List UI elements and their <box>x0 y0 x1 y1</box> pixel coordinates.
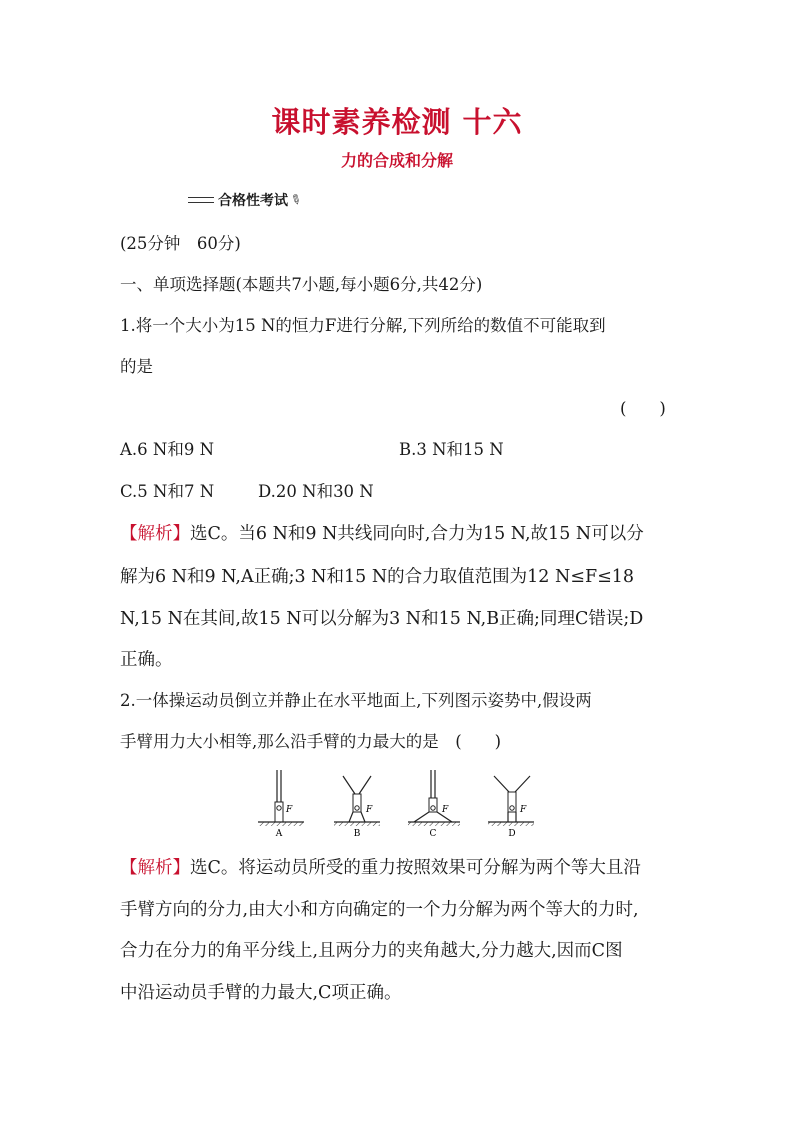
q1-answer-blank: ( ) <box>620 399 666 418</box>
figure-label-b: B <box>353 829 361 839</box>
q2-stem-line2: 手臂用力大小相等,那么沿手臂的力最大的是 ( ) <box>120 732 502 751</box>
q1-option-b: B.3 N和15 N <box>399 440 504 459</box>
section-heading <box>188 190 304 210</box>
force-label-c: F <box>442 805 449 815</box>
q1-analysis-line3: N,15 N在其间,故15 N可以分解为3 N和15 N,B正确;同理C错误;D <box>120 609 644 629</box>
q2-analysis-line4: 中沿运动员手臂的力最大,C项正确。 <box>120 983 402 1003</box>
force-label-d: F <box>520 805 527 815</box>
q2-analysis-line1: 【解析】选C。将运动员所受的重力按照效果可分解为两个等大且沿 <box>120 858 641 878</box>
analysis-tag: 【解析】 <box>120 858 190 878</box>
section-label: 合格性考试 <box>218 193 288 209</box>
q1-stem-line2: 的是 <box>120 357 153 376</box>
q1-option-a: A.6 N和9 N <box>120 440 215 459</box>
force-label-a: F <box>286 805 293 815</box>
q1-option-d: D.20 N和30 N <box>258 482 374 501</box>
double-line-decoration <box>188 197 214 203</box>
q2-analysis-line3: 合力在分力的角平分线上,且两分力的夹角越大,分力越大,因而C图 <box>120 941 623 961</box>
q1-option-c: C.5 N和7 N <box>120 482 215 501</box>
figure-c <box>408 770 460 839</box>
figure-b <box>334 776 380 839</box>
force-label-b: F <box>366 805 373 815</box>
figure-a <box>258 770 304 839</box>
figure-label-c: C <box>429 829 437 839</box>
posture-figure <box>250 762 550 842</box>
q2-stem-line1: 2.一体操运动员倒立并静止在水平地面上,下列图示姿势中,假设两 <box>120 691 592 710</box>
analysis-tag: 【解析】 <box>120 524 190 544</box>
figure-label-d: D <box>508 829 516 839</box>
page-subtitle: 力的合成和分解 <box>340 151 453 170</box>
time-score: (25分钟 60分) <box>120 234 241 253</box>
q1-analysis-line4: 正确。 <box>120 650 173 670</box>
part-heading: 一、单项选择题(本题共7小题,每小题6分,共42分) <box>120 275 483 294</box>
q2-analysis-line2: 手臂方向的分力,由大小和方向确定的一个力分解为两个等大的力时, <box>120 900 639 920</box>
figure-label-a: A <box>275 829 283 839</box>
q1-stem-line1: 1.将一个大小为15 N的恒力F进行分解,下列所给的数值不可能取到 <box>120 316 606 335</box>
pencil-icon: ✎ <box>286 190 304 210</box>
q1-analysis-line2: 解为6 N和9 N,A正确;3 N和15 N的合力取值范围为12 N≤F≤18 <box>120 567 635 587</box>
figure-d <box>488 776 534 839</box>
q1-analysis-line1: 【解析】选C。当6 N和9 N共线同向时,合力为15 N,故15 N可以分 <box>120 524 644 544</box>
page-title: 课时素养检测 十六 <box>271 105 523 139</box>
